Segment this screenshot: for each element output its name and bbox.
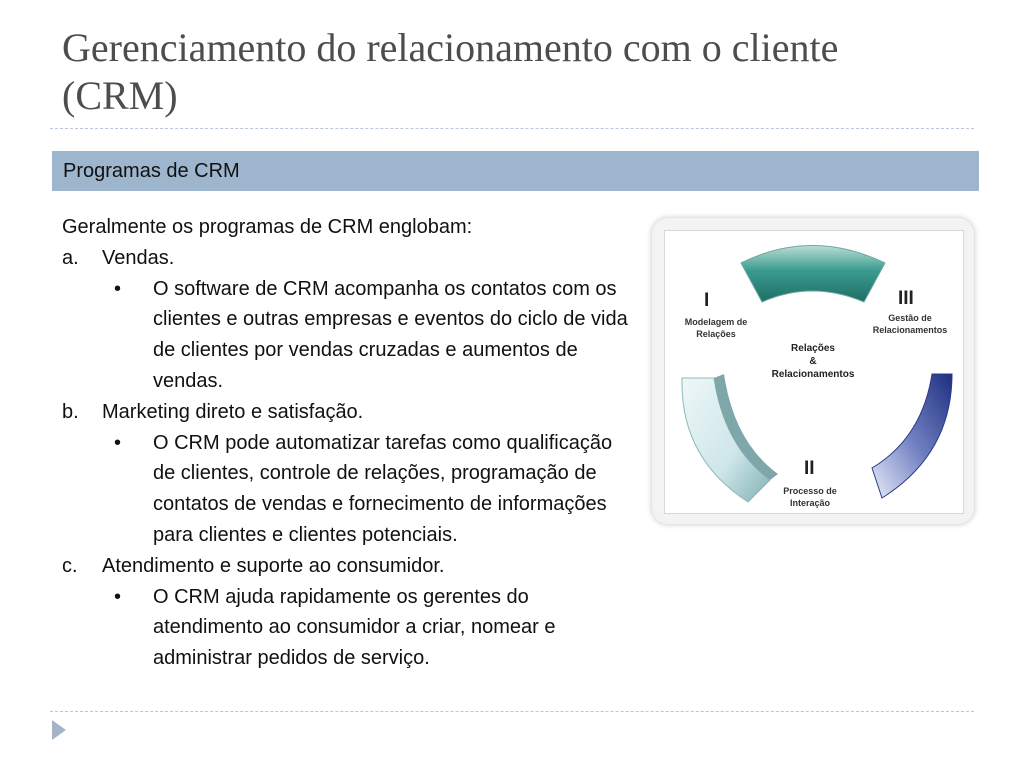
crm-cycle-diagram (652, 218, 974, 524)
bullet-icon: • (114, 431, 122, 454)
bullet-text: O CRM ajuda rapidamente os gerentes do atendimento ao consumidor a criar, nomear e administrar pedidos de serviço. (153, 585, 556, 670)
section-header: Programas de CRM (52, 151, 979, 191)
bullet-icon: • (114, 585, 122, 608)
segment-numeral: III (898, 288, 914, 309)
list-item-label: Atendimento e suporte ao consumidor. (102, 554, 445, 577)
list-item-support (62, 551, 632, 582)
segment-numeral: I (704, 290, 710, 311)
center-label-line: Relacionamentos (771, 369, 855, 380)
bullet-point (62, 582, 632, 674)
segment-label (666, 316, 766, 340)
list-item-label: Vendas. (102, 246, 175, 269)
footer-divider (50, 711, 974, 712)
segment-label-line: Relacionamentos (872, 325, 948, 335)
diagram-center-label (758, 342, 868, 381)
list-item-sales (62, 243, 632, 274)
segment-label-line: Interação (789, 498, 831, 508)
next-slide-arrow-icon[interactable] (52, 720, 66, 740)
segment-top-arc (741, 246, 885, 303)
list-item-label: Marketing direto e satisfação. (102, 400, 364, 423)
list-marker: c. (62, 554, 78, 577)
list-item-marketing (62, 397, 632, 428)
slide-title: Gerenciamento do relacionamento com o cliente (CRM) (62, 25, 839, 118)
intro-text: Geralmente os programas de CRM englobam: (62, 216, 473, 238)
title-divider (50, 128, 974, 129)
bullet-text: O CRM pode automatizar tarefas como qualificação de clientes, controle de relações, programação de contatos de vendas e fornecimento de informações para clientes e clientes potenciais. (153, 431, 613, 546)
center-label-line: & (809, 356, 817, 367)
segment-numeral: II (804, 458, 815, 479)
bullet-icon: • (114, 277, 122, 300)
segment-label (760, 485, 860, 509)
bullet-point (62, 274, 632, 397)
list-marker: b. (62, 400, 79, 423)
bullet-point (62, 428, 632, 551)
list-marker: a. (62, 246, 79, 269)
segment-right-arc (872, 374, 952, 498)
slide-body (62, 212, 632, 674)
segment-label (858, 312, 962, 336)
bullet-text: O software de CRM acompanha os contatos com os clientes e outras empresas e eventos do ciclo de vida de clientes por vendas cruzadas e aumentos de vendas. (153, 277, 628, 392)
segment-label-line: Modelagem de (684, 317, 748, 327)
segment-label-line: Processo de (783, 486, 837, 496)
segment-label-line: Relações (696, 329, 736, 339)
center-label-line: Relações (791, 343, 835, 354)
segment-label-line: Gestão de (888, 313, 932, 323)
